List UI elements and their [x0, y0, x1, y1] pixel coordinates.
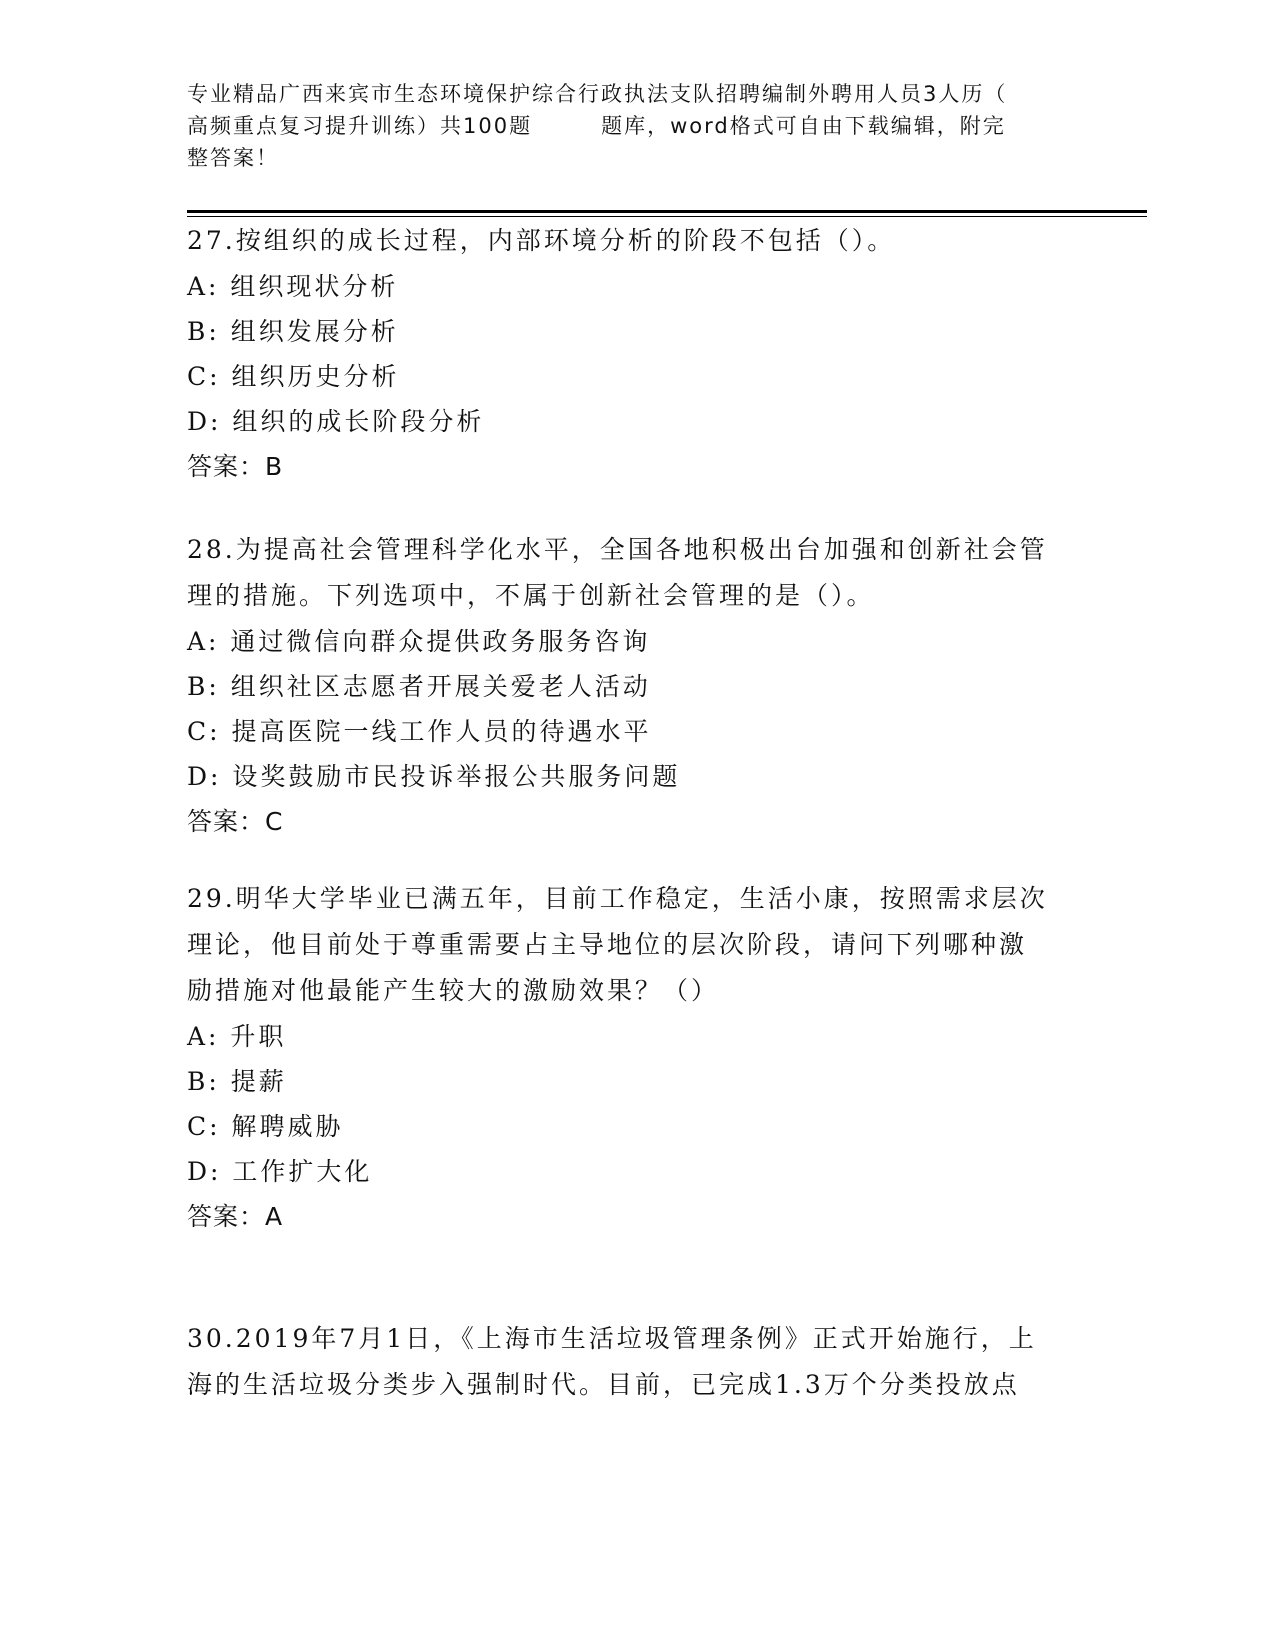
question-27 — [187, 218, 1087, 490]
question-stem-line-2: 理的措施。下列选项中，不属于创新社会管理的是（）。 — [187, 581, 875, 610]
option-c: C: 解聘威胁 — [187, 1112, 344, 1141]
option-a: A: 通过微信向群众提供政务服务咨询 — [187, 627, 651, 656]
question-stem-line-3: 励措施对他最能产生较大的激励效果？（） — [187, 976, 720, 1005]
question-29 — [187, 876, 1087, 1240]
option-b: B: 提薪 — [187, 1067, 287, 1096]
question-stem-line-1: 28.为提高社会管理科学化水平，全国各地积极出台加强和创新社会管 — [187, 535, 1048, 564]
option-d: D: 工作扩大化 — [187, 1157, 373, 1186]
option-a: A: 组织现状分析 — [187, 272, 399, 301]
option-d: D: 设奖鼓励市民投诉举报公共服务问题 — [187, 762, 681, 791]
answer: 答案：A — [187, 1202, 284, 1231]
question-stem-line-1: 30.2019年7月1日，《上海市生活垃圾管理条例》正式开始施行，上 — [187, 1324, 1037, 1353]
question-28 — [187, 527, 1087, 845]
question-stem-line-2: 理论，他目前处于尊重需要占主导地位的层次阶段，请问下列哪种激 — [187, 930, 1028, 959]
header-line-3: 整答案！ — [187, 146, 279, 170]
document-header — [187, 78, 1067, 174]
header-divider-thin — [187, 216, 1147, 217]
option-c: C: 组织历史分析 — [187, 362, 400, 391]
header-line-2: 高频重点复习提升训练）共100题 题库，word格式可自由下载编辑，附完 — [187, 114, 1006, 138]
question-30 — [187, 1316, 1087, 1408]
answer: 答案：B — [187, 452, 284, 481]
option-c: C: 提高医院一线工作人员的待遇水平 — [187, 717, 652, 746]
header-divider-thick — [187, 210, 1147, 213]
question-stem-line-2: 海的生活垃圾分类步入强制时代。目前，已完成1.3万个分类投放点 — [187, 1370, 1020, 1399]
option-b: B: 组织发展分析 — [187, 317, 399, 346]
header-line-1: 专业精品广西来宾市生态环境保护综合行政执法支队招聘编制外聘用人员3人历（ — [187, 82, 1008, 106]
option-b: B: 组织社区志愿者开展关爱老人活动 — [187, 672, 651, 701]
option-d: D: 组织的成长阶段分析 — [187, 407, 485, 436]
answer: 答案：C — [187, 807, 284, 836]
option-a: A: 升职 — [187, 1022, 287, 1051]
question-stem-line-1: 29.明华大学毕业已满五年，目前工作稳定，生活小康，按照需求层次 — [187, 884, 1048, 913]
question-stem: 27.按组织的成长过程，内部环境分析的阶段不包括（）。 — [187, 226, 896, 255]
